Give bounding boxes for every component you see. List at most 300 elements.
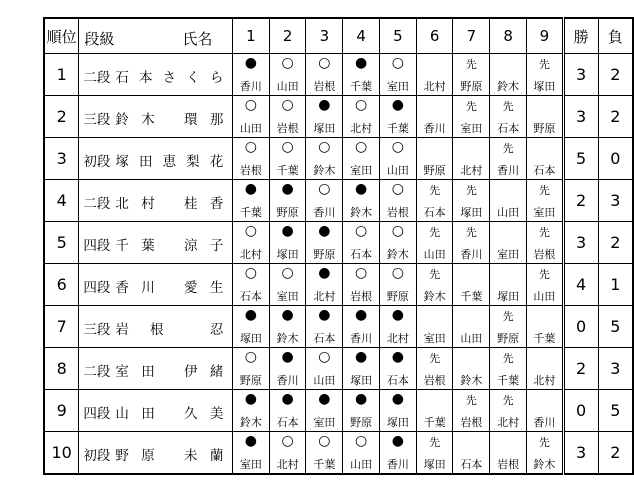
result-mark: 先 [465,184,477,197]
round-4-cell [343,264,380,306]
result-mark: 先 [465,58,477,71]
opponent-name: 鈴木 [350,206,373,219]
player-name: 鈴木 環那 [115,112,224,128]
result-mark: ● [354,349,368,365]
opponent-name: 石本 [497,122,520,135]
opponent-name: 野原 [386,290,409,303]
opponent-name: 鈴木 [460,374,483,387]
opponent-name: 香川 [533,416,556,429]
losses-cell: 5 [598,390,633,432]
player-grade: 二段 [83,364,111,380]
opponent-name: 鈴木 [533,458,556,471]
round-4-cell [343,54,380,96]
round-2-cell [269,306,306,348]
result-mark: ● [281,223,294,239]
opponent-name: 香川 [239,80,262,93]
header-round-7: 7 [453,18,490,54]
round-1-cell [232,54,269,96]
round-3-cell [306,96,343,138]
round-5-cell [379,180,416,222]
player-cell [79,222,233,264]
round-3-cell [306,306,343,348]
round-9-cell [526,390,563,432]
table-row [44,432,633,475]
player-cell [79,96,233,138]
opponent-name: 千葉 [276,164,299,177]
round-2-cell [269,54,306,96]
opponent-name: 塚田 [386,416,409,429]
opponent-name: 鈴木 [386,248,409,261]
table-row [44,222,633,264]
opponent-name: 石本 [313,332,336,345]
result-mark: ○ [391,181,404,197]
round-2-cell [269,180,306,222]
opponent-name: 鈴木 [239,416,262,429]
round-7-cell [453,180,490,222]
result-mark: ● [318,307,331,323]
opponent-name: 北村 [239,248,262,261]
opponent-name: 室田 [386,80,409,93]
round-1-cell [232,432,269,475]
opponent-name: 岩根 [533,248,556,261]
losses-cell: 2 [598,432,633,475]
opponent-name: 千葉 [533,332,556,345]
opponent-name: 岩根 [313,80,336,93]
opponent-name: 山田 [423,248,446,261]
result-mark: 先 [465,394,477,407]
opponent-name: 室田 [350,164,373,177]
result-mark: ○ [354,97,368,113]
result-mark: ● [354,181,368,197]
opponent-name: 岩根 [460,416,483,429]
round-6-cell [416,264,453,306]
opponent-name: 北村 [386,332,409,345]
round-2-cell [269,432,306,475]
header-rank: 順位 [44,18,79,54]
wins-cell: 3 [563,432,598,475]
header-name: 氏名 [182,30,213,48]
opponent-name: 石本 [533,164,556,177]
result-mark: 先 [502,142,514,155]
table-row [44,180,633,222]
player-name: 石本さくら [115,70,224,86]
opponent-name: 千葉 [423,416,446,429]
result-mark: ○ [318,433,331,449]
result-mark: ● [354,391,368,407]
opponent-name: 塚田 [533,80,556,93]
opponent-name: 千葉 [239,206,262,219]
result-mark: ● [318,97,331,113]
opponent-name: 北村 [313,290,336,303]
player-name: 野原 未蘭 [115,448,224,464]
wins-cell: 3 [563,96,598,138]
round-2-cell [269,348,306,390]
opponent-name: 室田 [460,122,483,135]
rank-cell: 8 [44,348,79,390]
opponent-name: 北村 [497,416,520,429]
result-mark: ○ [281,97,294,113]
round-7-cell [453,432,490,475]
round-7-cell [453,306,490,348]
player-grade: 四段 [83,280,111,296]
result-mark: ○ [354,433,368,449]
opponent-name: 山田 [497,206,520,219]
rank-cell: 10 [44,432,79,475]
wins-cell: 5 [563,138,598,180]
round-8-cell [490,96,527,138]
player-name: 香川 愛生 [115,280,224,296]
round-9-cell [526,96,563,138]
result-mark: ○ [318,349,331,365]
round-7-cell [453,348,490,390]
result-mark: ● [391,97,404,113]
player-name: 北村 桂香 [115,196,224,212]
round-4-cell [343,390,380,432]
round-5-cell [379,96,416,138]
round-6-cell [416,138,453,180]
header-round-4: 4 [343,18,380,54]
opponent-name: 岩根 [423,374,446,387]
round-5-cell [379,222,416,264]
losses-cell: 1 [598,264,633,306]
round-7-cell [453,264,490,306]
opponent-name: 塚田 [239,332,262,345]
table-row [44,96,633,138]
round-5-cell [379,306,416,348]
player-grade: 二段 [83,196,111,212]
opponent-name: 塚田 [423,458,446,471]
opponent-name: 岩根 [386,206,409,219]
player-grade: 四段 [83,406,111,422]
result-mark: ● [354,307,368,323]
wins-cell: 0 [563,390,598,432]
round-5-cell [379,264,416,306]
result-mark: ○ [354,265,368,281]
result-mark: ● [244,433,257,449]
wins-cell: 2 [563,180,598,222]
opponent-name: 北村 [350,122,373,135]
result-mark: 先 [502,352,514,365]
opponent-name: 香川 [313,206,336,219]
player-cell [79,348,233,390]
round-4-cell [343,96,380,138]
opponent-name: 北村 [276,458,299,471]
opponent-name: 香川 [276,374,299,387]
losses-cell: 2 [598,54,633,96]
player-name: 岩根 忍 [115,322,224,338]
result-mark: ● [281,391,294,407]
result-mark: 先 [465,100,477,113]
table-row [44,306,633,348]
round-8-cell [490,54,527,96]
round-6-cell [416,96,453,138]
rank-cell: 9 [44,390,79,432]
result-mark: ○ [281,433,294,449]
opponent-name: 山田 [276,80,299,93]
round-3-cell [306,222,343,264]
player-name: 山田 久美 [115,406,224,422]
opponent-name: 香川 [497,164,520,177]
opponent-name: 石本 [350,248,373,261]
opponent-name: 室田 [313,416,336,429]
player-grade: 三段 [83,322,111,338]
result-mark: 先 [538,184,550,197]
result-mark: ○ [354,223,368,239]
opponent-name: 室田 [276,290,299,303]
round-1-cell [232,138,269,180]
opponent-name: 室田 [239,458,262,471]
round-5-cell [379,54,416,96]
opponent-name: 鈴木 [276,332,299,345]
opponent-name: 岩根 [497,458,520,471]
header-wins: 勝 [563,18,598,54]
round-7-cell [453,54,490,96]
round-6-cell [416,306,453,348]
result-mark: 先 [429,352,441,365]
losses-cell: 2 [598,96,633,138]
round-2-cell [269,222,306,264]
rank-cell: 4 [44,180,79,222]
opponent-name: 塚田 [350,374,373,387]
round-6-cell [416,348,453,390]
round-3-cell [306,432,343,475]
round-9-cell [526,306,563,348]
opponent-name: 野原 [460,80,483,93]
header-grade: 段級 [84,30,115,48]
result-mark: ○ [281,265,294,281]
result-mark: 先 [502,100,514,113]
result-mark: ○ [318,139,331,155]
round-4-cell [343,222,380,264]
player-cell [79,390,233,432]
round-6-cell [416,432,453,475]
opponent-name: 野原 [533,122,556,135]
result-mark: 先 [502,394,514,407]
result-mark: 先 [465,226,477,239]
round-8-cell [490,264,527,306]
result-mark: 先 [538,226,550,239]
table-row [44,264,633,306]
header-round-1: 1 [232,18,269,54]
losses-cell: 3 [598,180,633,222]
opponent-name: 石本 [423,206,446,219]
opponent-name: 香川 [350,332,373,345]
round-1-cell [232,390,269,432]
opponent-name: 山田 [313,374,336,387]
rank-cell: 2 [44,96,79,138]
opponent-name: 野原 [239,374,262,387]
header-losses: 負 [598,18,633,54]
opponent-name: 野原 [423,164,446,177]
round-1-cell [232,180,269,222]
opponent-name: 山田 [533,290,556,303]
opponent-name: 塚田 [460,206,483,219]
round-2-cell [269,138,306,180]
round-7-cell [453,96,490,138]
result-mark: ● [391,307,404,323]
header-row [44,18,633,54]
result-mark: 先 [429,226,441,239]
result-mark: ● [391,433,404,449]
table-row [44,390,633,432]
opponent-name: 野原 [313,248,336,261]
result-mark: ○ [391,223,404,239]
opponent-name: 香川 [386,458,409,471]
round-7-cell [453,138,490,180]
result-mark: ○ [354,139,368,155]
wins-cell: 4 [563,264,598,306]
opponent-name: 鈴木 [313,164,336,177]
header-round-6: 6 [416,18,453,54]
player-name: 千葉 涼子 [115,238,224,254]
opponent-name: 岩根 [239,164,262,177]
result-mark: ● [391,349,404,365]
result-mark: 先 [538,436,550,449]
header-round-2: 2 [269,18,306,54]
round-4-cell [343,306,380,348]
opponent-name: 鈴木 [423,290,446,303]
opponent-name: 千葉 [313,458,336,471]
result-mark: ● [354,55,368,71]
round-9-cell [526,138,563,180]
round-2-cell [269,390,306,432]
opponent-name: 岩根 [276,122,299,135]
round-1-cell [232,348,269,390]
result-mark: ○ [244,97,257,113]
round-9-cell [526,54,563,96]
opponent-name: 野原 [497,332,520,345]
result-mark: ● [281,307,294,323]
opponent-name: 岩根 [350,290,373,303]
result-mark: 先 [429,184,441,197]
rank-cell: 7 [44,306,79,348]
opponent-name: 山田 [386,164,409,177]
table-row [44,138,633,180]
round-5-cell [379,432,416,475]
player-cell [79,432,233,475]
round-7-cell [453,222,490,264]
wins-cell: 3 [563,54,598,96]
opponent-name: 山田 [239,122,262,135]
result-mark: 先 [429,268,441,281]
round-7-cell [453,390,490,432]
result-mark: ● [281,349,294,365]
round-9-cell [526,222,563,264]
round-1-cell [232,96,269,138]
opponent-name: 鈴木 [497,80,520,93]
round-8-cell [490,390,527,432]
opponent-name: 石本 [386,374,409,387]
opponent-name: 野原 [276,206,299,219]
result-mark: ● [318,391,331,407]
player-name: 塚田恵梨花 [115,154,224,170]
result-mark: ● [244,181,257,197]
result-mark: ○ [244,265,257,281]
wins-cell: 2 [563,348,598,390]
round-1-cell [232,222,269,264]
result-mark: ○ [391,139,404,155]
result-mark: 先 [429,436,441,449]
header-round-5: 5 [379,18,416,54]
player-cell [79,180,233,222]
round-2-cell [269,96,306,138]
round-5-cell [379,138,416,180]
player-grade: 二段 [83,70,111,86]
header-round-8: 8 [490,18,527,54]
opponent-name: 室田 [423,332,446,345]
result-mark: ● [244,391,257,407]
round-5-cell [379,390,416,432]
result-mark: ○ [318,55,331,71]
round-4-cell [343,138,380,180]
round-6-cell [416,222,453,264]
round-9-cell [526,264,563,306]
player-name: 室田 伊緒 [115,364,224,380]
opponent-name: 北村 [423,80,446,93]
opponent-name: 千葉 [460,290,483,303]
result-mark: ○ [244,223,257,239]
result-mark: ● [244,307,257,323]
result-mark: 先 [502,310,514,323]
result-mark: ○ [281,139,294,155]
header-grade-name [79,18,233,54]
opponent-name: 石本 [460,458,483,471]
round-3-cell [306,138,343,180]
opponent-name: 室田 [533,206,556,219]
player-grade: 三段 [83,112,111,128]
round-3-cell [306,390,343,432]
result-mark: ○ [244,349,257,365]
opponent-name: 室田 [497,248,520,261]
round-3-cell [306,348,343,390]
opponent-name: 香川 [460,248,483,261]
opponent-name: 塚田 [276,248,299,261]
opponent-name: 北村 [533,374,556,387]
result-mark: ○ [391,265,404,281]
player-cell [79,264,233,306]
opponent-name: 塚田 [313,122,336,135]
round-1-cell [232,264,269,306]
wins-cell: 0 [563,306,598,348]
opponent-name: 千葉 [350,80,373,93]
round-8-cell [490,348,527,390]
round-8-cell [490,138,527,180]
result-mark: ● [318,265,331,281]
round-9-cell [526,432,563,475]
round-9-cell [526,348,563,390]
result-mark: ● [318,223,331,239]
result-mark: 先 [538,268,550,281]
round-9-cell [526,180,563,222]
opponent-name: 野原 [350,416,373,429]
result-mark: ○ [391,55,404,71]
table-row [44,54,633,96]
losses-cell: 2 [598,222,633,264]
rank-cell: 6 [44,264,79,306]
player-cell [79,138,233,180]
round-4-cell [343,432,380,475]
round-3-cell [306,54,343,96]
wins-cell: 3 [563,222,598,264]
standings-table [43,17,634,475]
rank-cell: 1 [44,54,79,96]
result-mark: 先 [538,58,550,71]
round-8-cell [490,432,527,475]
round-8-cell [490,180,527,222]
round-1-cell [232,306,269,348]
player-grade: 初段 [83,448,111,464]
opponent-name: 千葉 [386,122,409,135]
